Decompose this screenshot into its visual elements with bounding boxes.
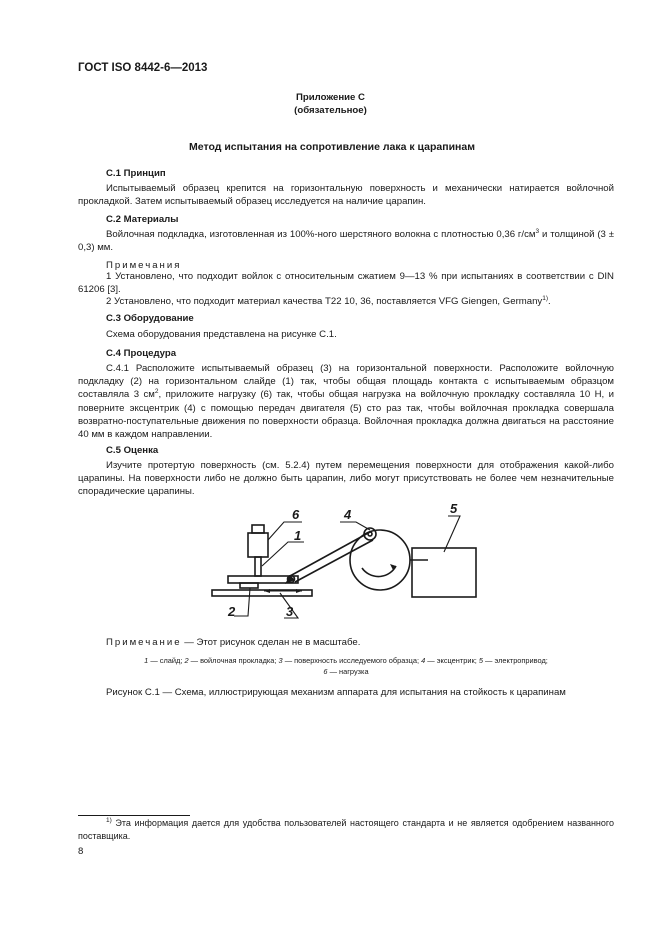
diagram-label-2: 2 xyxy=(228,604,236,619)
footnote-separator xyxy=(78,815,190,816)
annex-status: (обязательное) xyxy=(294,105,367,116)
diagram-rotation-arrow xyxy=(362,566,396,577)
annex-title: Приложение С xyxy=(296,92,365,103)
section-c3-text: Схема оборудования представлена на рисунке С.1. xyxy=(106,329,337,340)
diagram-eccentric-wheel xyxy=(350,530,410,590)
section-c4-heading: С.4 Процедура xyxy=(106,348,177,359)
section-c2-text: Войлочная подкладка, изготовленная из 100%-ного шерстяного волокна с плотностью 0,36 $г/см^3$ и толщиной (3 ± 0,3) мм. xyxy=(78,227,614,254)
notes-heading: Примечания xyxy=(106,260,182,271)
figure-caption: Рисунок С.1 — Схема, иллюстрирующая механизм аппарата для испытания на стойкость к царапинам xyxy=(106,687,566,698)
figure-note: Примечание — Этот рисунок сделан не в масштабе. xyxy=(106,637,361,648)
diagram-felt-pad xyxy=(240,583,258,588)
diagram-label-1: 1 xyxy=(294,528,302,543)
diagram-load-cap xyxy=(252,525,264,533)
figure-legend: 1 — слайд; 2 — войлочная прокладка; 3 — поверхность исследуемого образца; 4 — эксцентрик; 5 — электропривод; 6 — нагрузка xyxy=(144,656,548,676)
diagram-label-6: 6 xyxy=(292,507,300,522)
standard-number: ГОСТ ISO 8442-6—2013 xyxy=(78,62,208,74)
section-c3-heading: С.3 Оборудование xyxy=(106,313,194,324)
section-c4-text: С.4.1 Расположите испытываемый образец (3) на горизонтальной поверхности. Расположите войлочную подкладку (2) на горизонтальном слайде (1) так, чтобы общая площадь контакта с испытываемым образцом составляла 3 $см^2$, приложите нагрузку (6) так, чтобы общая нагрузка на войлочную прокладку составляла 10 Н, и поверните эксцентрик (4) с помощью передач двигателя (5) сто раз так, чтобы войлочная прокладка совершала возвратно-поступательные движения по поверхности образца. Войлочная прокладка должна двигаться на расстояние 40 мм в каждом направлении. xyxy=(78,363,614,441)
apparatus-diagram xyxy=(200,500,490,625)
page-number: 8 xyxy=(78,846,84,857)
diagram-motor xyxy=(412,548,476,597)
diagram-load-rod xyxy=(255,557,261,576)
section-c2-heading: С.2 Материалы xyxy=(106,214,179,225)
note-1: 1 Установлено, что подходит войлок с относительным сжатием 9—13 % при испытаниях в соответствии с DIN 61206 [3]. xyxy=(78,271,614,296)
note-2: 2 Установлено, что подходит материал качества Т22 10, 36, поставляется VFG Giengen, Germany$^{1)}$. xyxy=(106,294,551,307)
diagram-label-4: 4 xyxy=(344,507,352,522)
diagram-load xyxy=(248,533,268,557)
section-c5-heading: С.5 Оценка xyxy=(106,445,159,456)
document-title: Метод испытания на сопротивление лака к царапинам xyxy=(189,141,475,153)
section-c1-heading: С.1 Принцип xyxy=(106,168,166,179)
diagram-label-5: 5 xyxy=(450,501,458,516)
footnote: $^{1)}$ Эта информация дается для удобства пользователей настоящего стандарта и не является одобрением названного поставщика. xyxy=(78,817,614,841)
diagram-label-3: 3 xyxy=(286,604,294,619)
section-c1-text: Испытываемый образец крепится на горизонтальную поверхность и механически натирается войлочной прокладкой. Затем испытываемый образец исследуется на наличие царапин. xyxy=(78,183,614,208)
section-c5-text: Изучите протертую поверхность (см. 5.2.4) путем перемещения поверхности для отображения какой-либо царапины. На поверхности либо не должно быть царапин, либо могут присутствовать не более чем незначительные спорадические царапины. xyxy=(78,460,614,498)
